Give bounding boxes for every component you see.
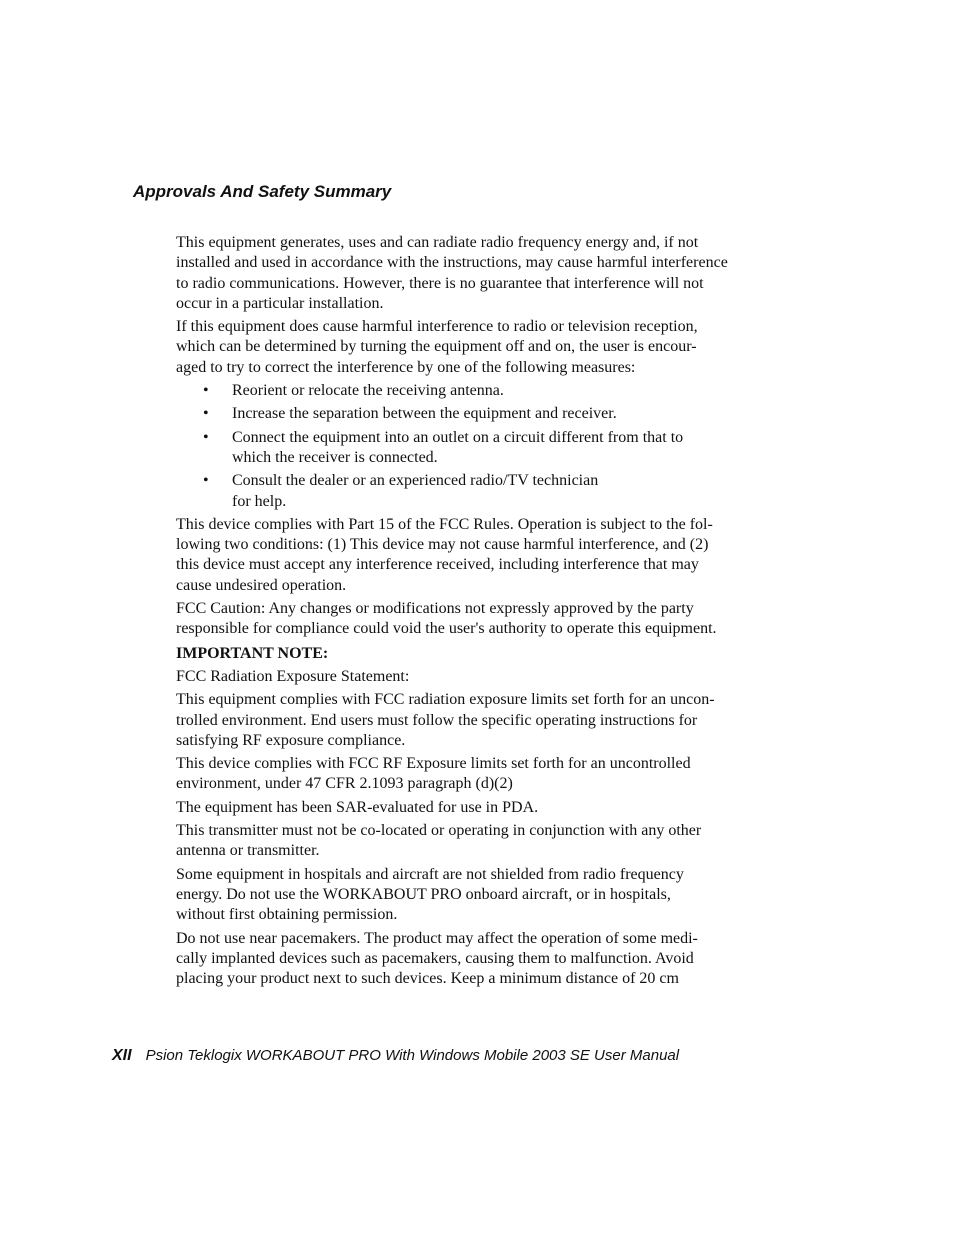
text-line: This device complies with Part 15 of the FCC Rules. Operation is subject to the fol-: [176, 515, 713, 533]
paragraph-fcc-caution: [176, 599, 742, 640]
text-line: Connect the equipment into an outlet on a circuit different from that to: [232, 428, 684, 446]
text-line: aged to try to correct the interference by one of the following measures:: [176, 358, 636, 376]
text-line: cause undesired operation.: [176, 576, 347, 594]
paragraph-exposure-statement: [176, 667, 742, 687]
text-line: This transmitter must not be co-located or operating in conjunction with any other: [176, 822, 702, 840]
paragraph-exposure-limits: [176, 690, 742, 751]
text-line: without first obtaining permission.: [176, 906, 398, 924]
text-line: satisfying RF exposure compliance.: [176, 731, 406, 749]
text-line: The equipment has been SAR-evaluated for use in PDA.: [176, 798, 539, 816]
text-line: Some equipment in hospitals and aircraft are not shielded from radio frequency: [176, 865, 684, 883]
list-item: [176, 428, 742, 469]
text-line: Consult the dealer or an experienced radio/TV technician: [232, 472, 599, 490]
text-line: installed and used in accordance with the instructions, may cause harmful interference: [176, 254, 728, 272]
measures-list: [176, 381, 742, 512]
important-note-heading: IMPORTANT NOTE:: [176, 644, 329, 662]
text-line: energy. Do not use the WORKABOUT PRO onboard aircraft, or in hospitals,: [176, 885, 671, 903]
body-text: [176, 233, 742, 992]
bullet-icon: •: [203, 472, 209, 490]
text-line: to radio communications. However, there is no guarantee that interference will not: [176, 274, 704, 292]
text-line: FCC Caution: Any changes or modifications not expressly approved by the party: [176, 600, 694, 618]
paragraph-sar: [176, 798, 742, 818]
text-line: lowing two conditions: (1) This device may not cause harmful interference, and (2): [176, 536, 709, 554]
text-line: antenna or transmitter.: [176, 842, 320, 860]
text-line: for help.: [232, 492, 287, 510]
text-line: cally implanted devices such as pacemakers, causing them to malfunction. Avoid: [176, 949, 694, 967]
paragraph-part-15: [176, 515, 742, 596]
list-item: [176, 381, 742, 401]
paragraph-co-location: [176, 821, 742, 862]
bullet-icon: •: [203, 382, 209, 400]
text-line: Reorient or relocate the receiving antenna.: [232, 382, 504, 400]
text-line: which the receiver is connected.: [232, 448, 438, 466]
text-line: This equipment generates, uses and can radiate radio frequency energy and, if not: [176, 234, 699, 251]
text-line: placing your product next to such devices. Keep a minimum distance of 20 cm: [176, 970, 679, 988]
text-line: Increase the separation between the equipment and receiver.: [232, 405, 617, 423]
text-line: which can be determined by turning the equipment off and on, the user is encour-: [176, 338, 697, 356]
page-footer: [112, 1046, 679, 1066]
text-line: If this equipment does cause harmful interference to radio or television reception,: [176, 318, 698, 336]
paragraph-interference: [176, 233, 742, 314]
text-line: trolled environment. End users must follow the specific operating instructions for: [176, 711, 698, 729]
paragraph-hospitals-aircraft: [176, 865, 742, 926]
text-line: FCC Radiation Exposure Statement:: [176, 667, 410, 685]
text-line: This device complies with FCC RF Exposure limits set forth for an uncontrolled: [176, 755, 691, 773]
text-line: environment, under 47 CFR 2.1093 paragraph (d)(2): [176, 775, 513, 793]
list-item: [176, 471, 742, 512]
bullet-icon: •: [203, 405, 209, 423]
paragraph-pacemakers: [176, 929, 742, 990]
text-line: This equipment complies with FCC radiation exposure limits set forth for an uncon-: [176, 691, 715, 709]
paragraph-rf-exposure: [176, 754, 742, 795]
paragraph-correction-measures: [176, 317, 742, 378]
text-line: occur in a particular installation.: [176, 294, 384, 312]
section-header: Approvals And Safety Summary: [133, 182, 392, 201]
text-line: responsible for compliance could void the user's authority to operate this equipment.: [176, 620, 717, 638]
bullet-icon: •: [203, 428, 209, 446]
manual-title: Psion Teklogix WORKABOUT PRO With Windows Mobile 2003 SE User Manual: [145, 1047, 680, 1064]
page-number: XII: [112, 1047, 132, 1064]
list-item: [176, 404, 742, 424]
text-line: Do not use near pacemakers. The product may affect the operation of some medi-: [176, 929, 698, 947]
text-line: this device must accept any interference received, including interference that may: [176, 556, 699, 574]
